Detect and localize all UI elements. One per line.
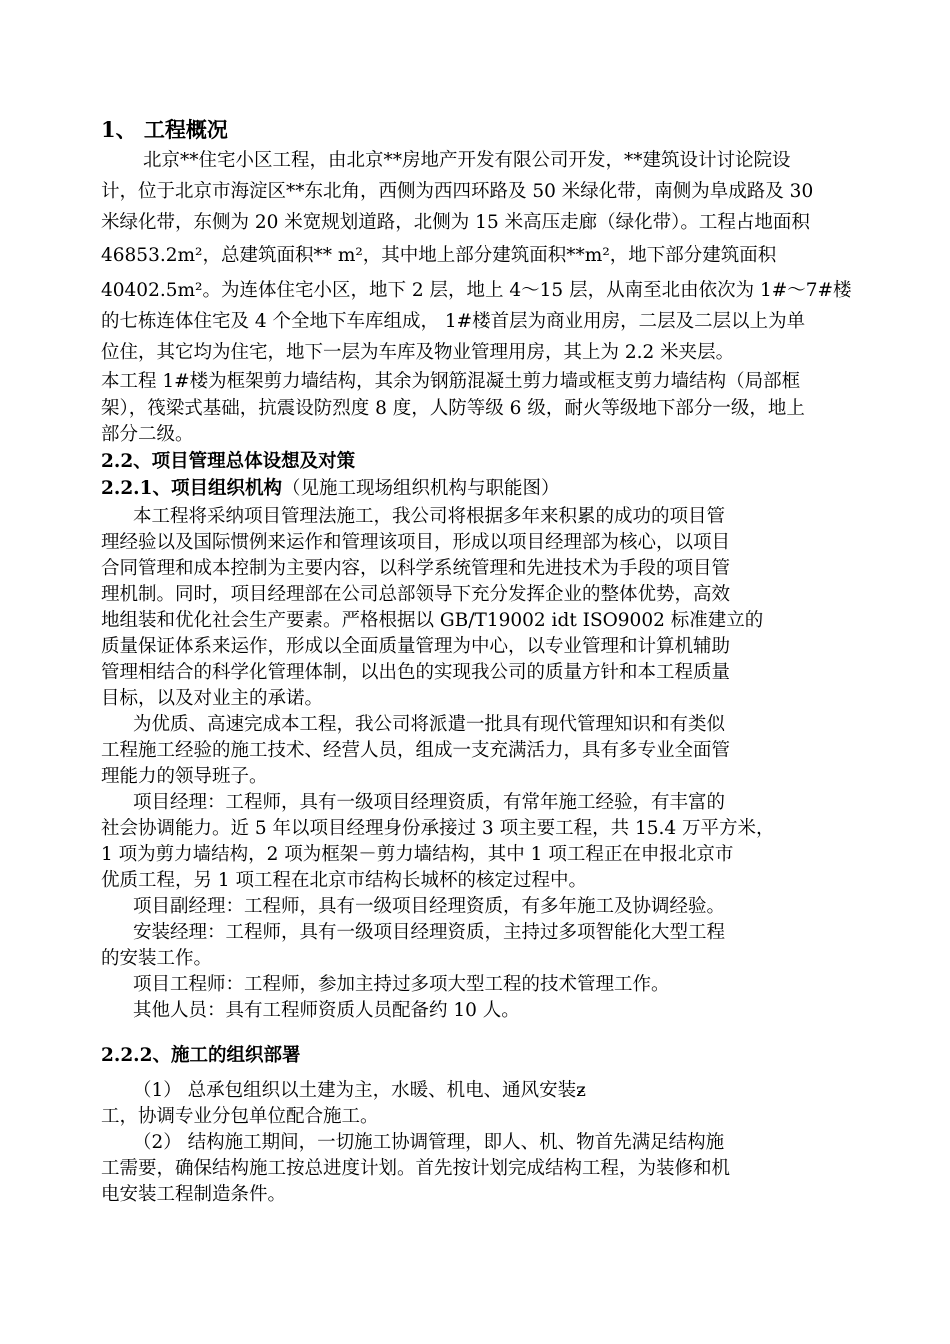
section-1-heading: 1、 工程概况	[101, 117, 228, 142]
paragraph-line: 部分二级。	[101, 424, 194, 445]
paragraph-line: 46853.2m²，总建筑面积** m²，其中地上部分建筑面积**m²，地下部分建筑面积	[101, 245, 777, 266]
paragraph-line: 本工程 1#楼为框架剪力墙结构，其余为钢筋混凝土剪力墙或框支剪力墙结构（局部框	[101, 371, 801, 392]
section-2-2-heading: 2.2、项目管理总体设想及对策	[101, 451, 356, 472]
section-2-2-1-title: 2.2.1、项目组织机构	[101, 478, 282, 499]
section-2-2-1-heading	[101, 478, 560, 500]
paragraph-line: 项目经理：工程师，具有一级项目经理资质，有常年施工经验，有丰富的	[133, 792, 726, 813]
paragraph-line: （1） 总承包组织以土建为主，水暖、机电、通风安装ƶ	[133, 1080, 586, 1101]
paragraph-line: 的七栋连体住宅及 4 个全地下车库组成， 1#楼首层为商业用房，二层及二层以上为单	[101, 311, 806, 332]
paragraph-line: 计，位于北京市海淀区**东北角，西侧为西四环路及 50 米绿化带，南侧为阜成路及 30	[101, 181, 814, 202]
paragraph-line: （2） 结构施工期间，一切施工协调管理，即人、机、物首先满足结构施	[133, 1132, 725, 1153]
paragraph-line: 理机制。同时，项目经理部在公司总部领导下充分发挥企业的整体优势，高效	[101, 584, 731, 605]
paragraph-line: 其他人员：具有工程师资质人员配备约 10 人。	[133, 1000, 520, 1021]
paragraph-line: 的安装工作。	[101, 948, 213, 969]
paragraph-line: 质量保证体系来运作，形成以全面质量管理为中心，以专业管理和计算机辅助	[101, 636, 731, 657]
paragraph-line: 为优质、高速完成本工程，我公司将派遣一批具有现代管理知识和有类似	[133, 714, 726, 735]
paragraph-line: 理经验以及国际惯例来运作和管理该项目，形成以项目经理部为核心，以项目	[101, 532, 731, 553]
paragraph-line: 米绿化带，东侧为 20 米宽规划道路，北侧为 15 米高压走廊（绿化带）。工程占地面积	[101, 212, 810, 233]
paragraph-line: 理能力的领导班子。	[101, 766, 268, 787]
paragraph-line: 北京**住宅小区工程，由北京**房地产开发有限公司开发，**建筑设计讨论院设	[143, 150, 791, 171]
paragraph-line: 架），筏梁式基础，抗震设防烈度 8 度，人防等级 6 级，耐火等级地下部分一级，地上	[101, 398, 805, 419]
paragraph-line: 工，协调专业分包单位配合施工。	[101, 1106, 379, 1127]
section-2-2-2-heading: 2.2.2、施工的组织部署	[101, 1045, 301, 1066]
paragraph-line: 工程施工经验的施工技术、经营人员，组成一支充满活力，具有多专业全面管	[101, 740, 731, 761]
paragraph-line: 目标，以及对业主的承诺。	[101, 688, 324, 709]
paragraph-line: 地组装和优化社会生产要素。严格根据以 GB/T19002 idt ISO9002 标准建立的	[101, 610, 764, 631]
paragraph-line: 位住，其它均为住宅，地下一层为车库及物业管理用房，其上为 2.2 米夹层。	[101, 342, 735, 363]
paragraph-line: 本工程将采纳项目管理法施工，我公司将根据多年来积累的成功的项目管	[133, 506, 726, 527]
paragraph-line: 社会协调能力。近 5 年以项目经理身份承接过 3 项主要工程，共 15.4 万平方米，	[101, 818, 775, 839]
paragraph-line: 电安装工程制造条件。	[101, 1184, 287, 1205]
paragraph-line: 管理相结合的科学化管理体制，以出色的实现我公司的质量方针和本工程质量	[101, 662, 731, 683]
paragraph-line: 项目副经理：工程师，具有一级项目经理资质，有多年施工及协调经验。	[133, 896, 726, 917]
paragraph-line: 优质工程，另 1 项工程在北京市结构长城杯的核定过程中。	[101, 870, 588, 891]
paragraph-line: 项目工程师：工程师，参加主持过多项大型工程的技术管理工作。	[133, 974, 670, 995]
paragraph-line: 安装经理：工程师，具有一级项目经理资质，主持过多项智能化大型工程	[133, 922, 726, 943]
paragraph-line: 工需要，确保结构施工按总进度计划。首先按计划完成结构工程，为装修和机	[101, 1158, 731, 1179]
section-2-2-1-note: （见施工现场组织机构与职能图）	[282, 478, 560, 499]
paragraph-line: 合同管理和成本控制为主要内容，以科学系统管理和先进技术为手段的项目管	[101, 558, 731, 579]
paragraph-line: 1 项为剪力墙结构，2 项为框架－剪力墙结构，其中 1 项工程正在申报北京市	[101, 844, 734, 865]
paragraph-line: 40402.5m²。为连体住宅小区，地下 2 层，地上 4～15 层，从南至北由依次为 1#～7#楼	[101, 280, 852, 301]
